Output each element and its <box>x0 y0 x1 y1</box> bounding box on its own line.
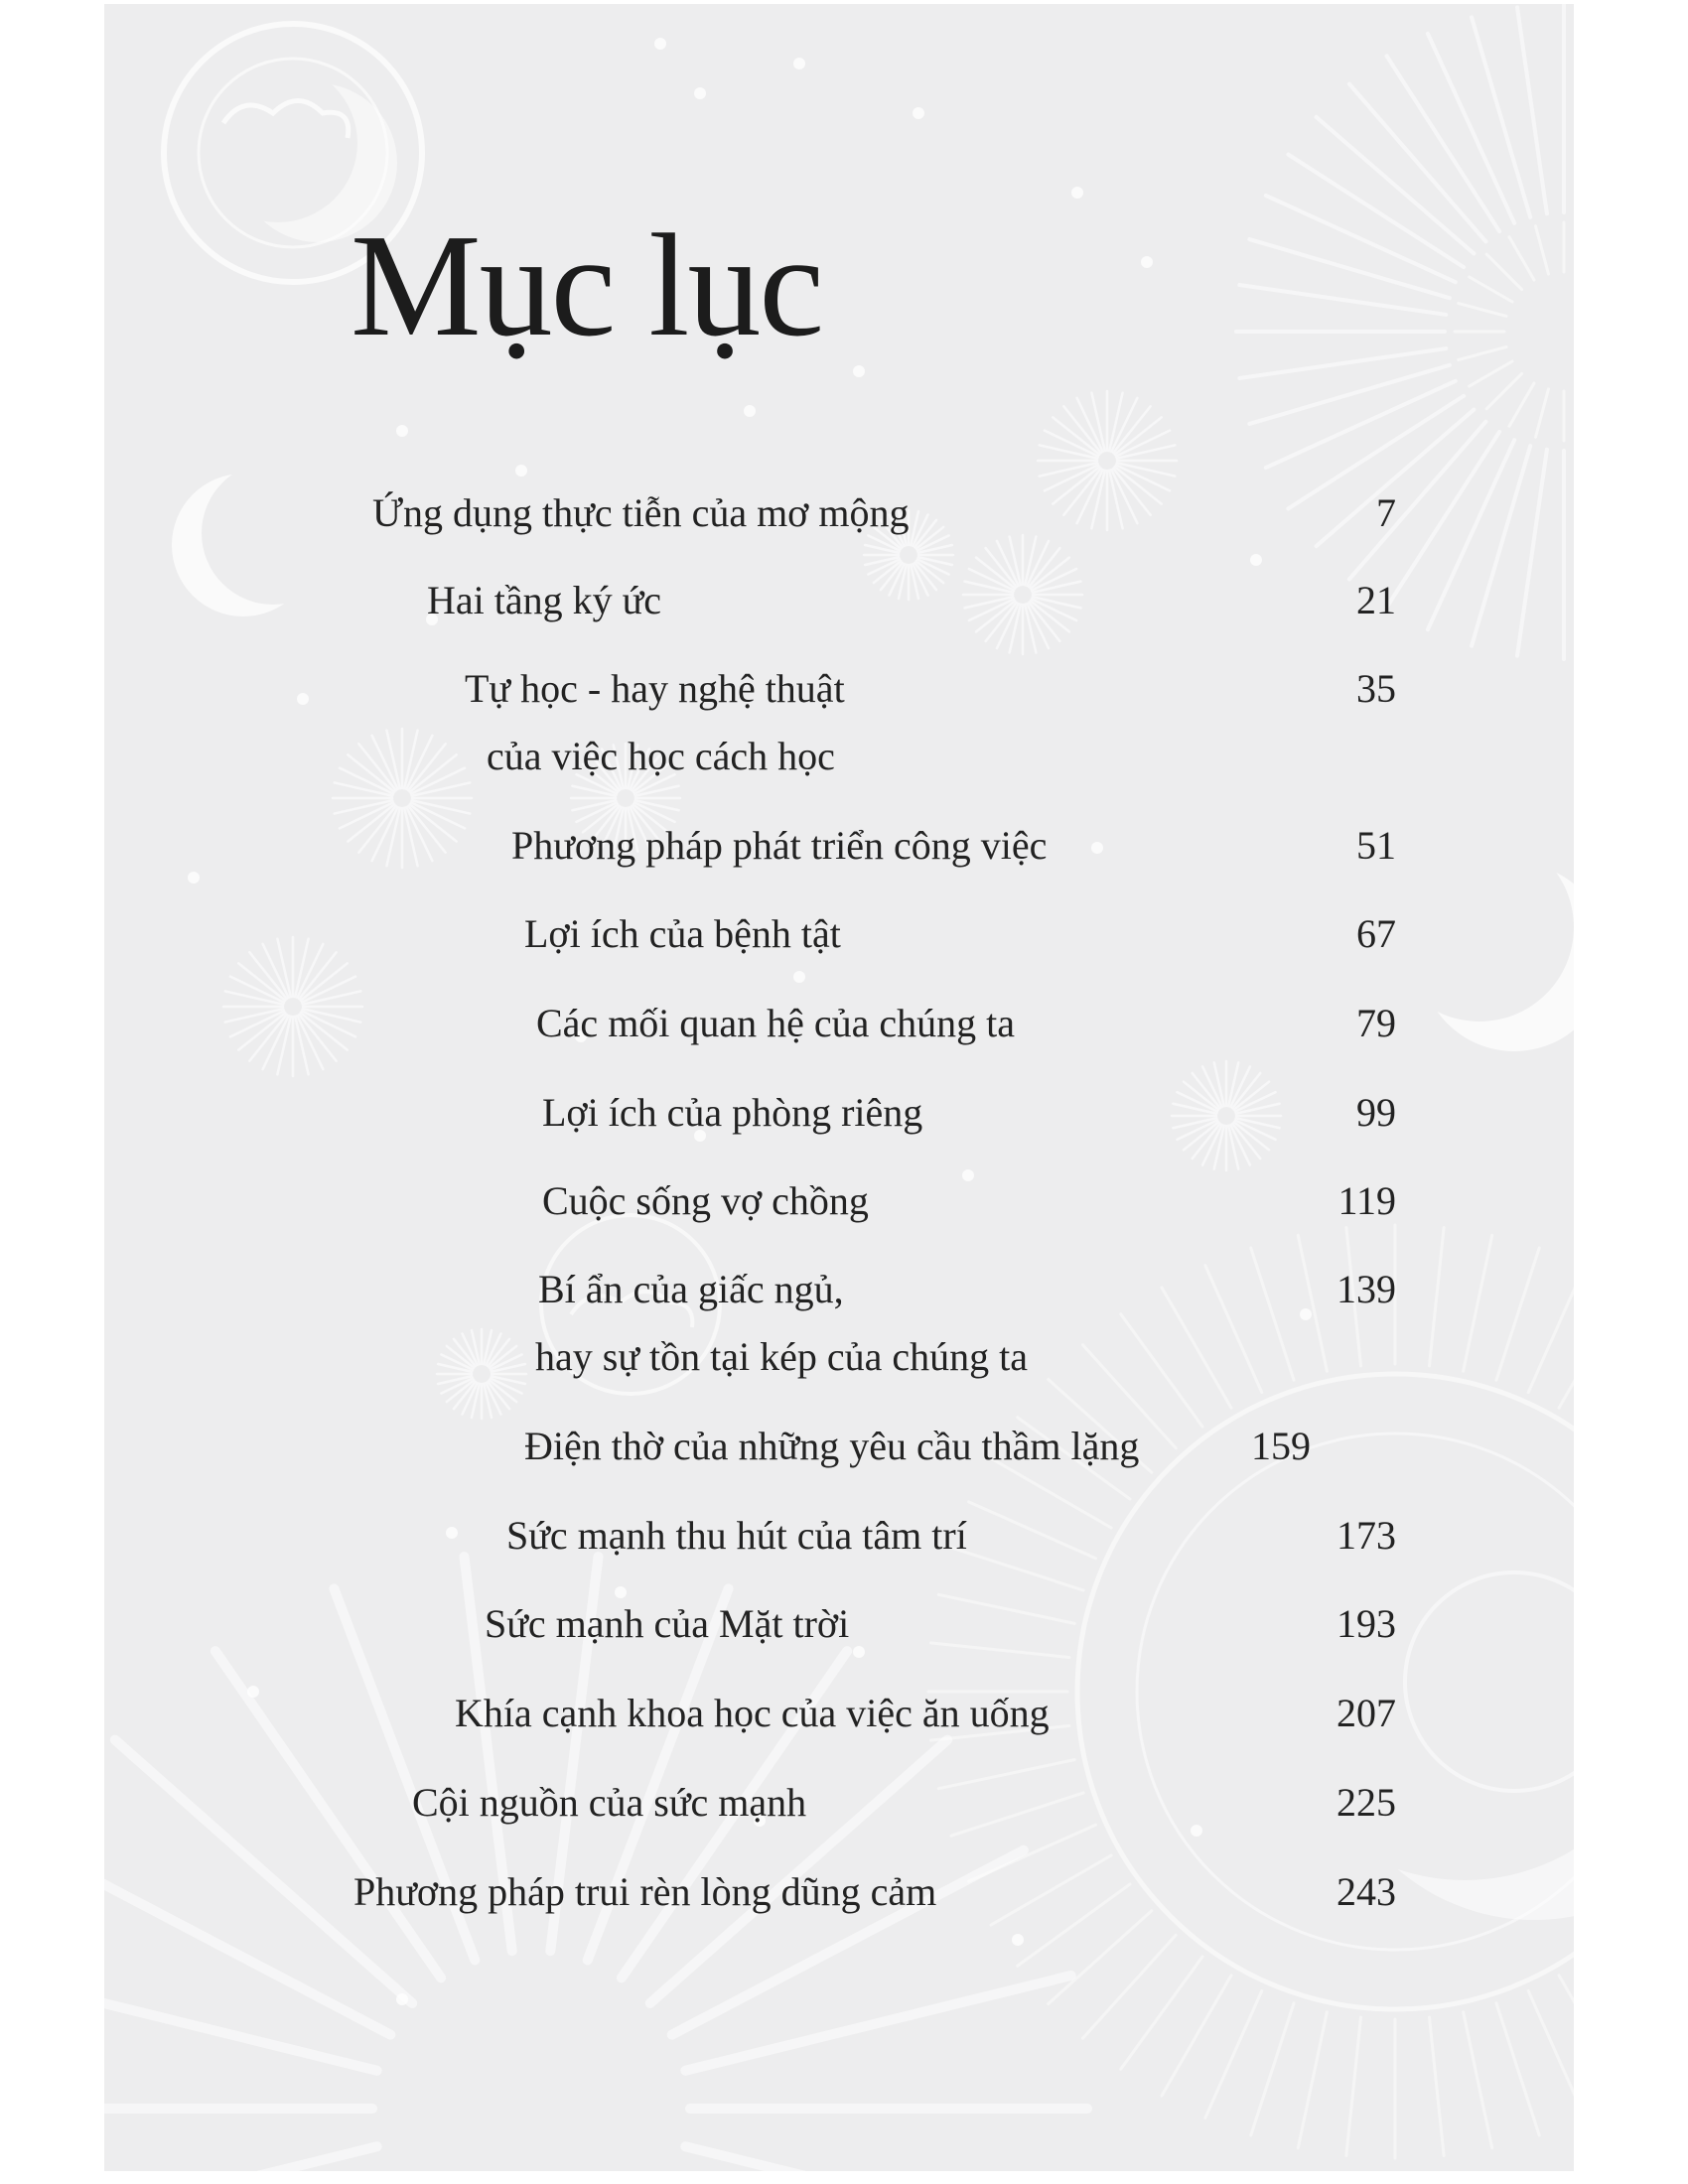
toc-entry <box>104 900 1574 1000</box>
toc-entry-title: Bí ẩn của giấc ngủ, <box>538 1267 844 1311</box>
toc-entry-title-continued: của việc học cách học <box>487 734 835 778</box>
toc-entry-title-continued: hay sự tồn tại kép của chúng ta <box>535 1334 1028 1379</box>
toc-entry-page-number: 21 <box>1356 578 1396 622</box>
toc-entry-title: Sức mạnh thu hút của tâm trí <box>506 1513 967 1558</box>
toc-entry-title: Sức mạnh của Mặt trời <box>485 1601 850 1646</box>
toc-entry <box>104 1680 1574 1779</box>
toc-entry <box>104 990 1574 1089</box>
toc-entry <box>104 655 1574 778</box>
toc-entry-title: Điện thờ của những yêu cầu thầm lặng <box>524 1424 1140 1468</box>
toc-entry-title: Phương pháp trui rèn lòng dũng cảm <box>353 1869 937 1914</box>
toc-entry-page-number: 193 <box>1336 1601 1396 1646</box>
toc-entry-page-number: 207 <box>1336 1691 1396 1735</box>
toc-entry-title: Tự học - hay nghệ thuật <box>465 666 845 711</box>
toc-entry <box>104 812 1574 911</box>
toc-entry-page-number: 79 <box>1356 1001 1396 1045</box>
toc-entry-title: Các mối quan hệ của chúng ta <box>536 1001 1016 1045</box>
toc-entry <box>104 1256 1574 1379</box>
toc-entry-page-number: 35 <box>1356 666 1396 711</box>
toc-entry-title: Cội nguồn của sức mạnh <box>412 1780 807 1825</box>
toc-entry-page-number: 7 <box>1376 490 1396 535</box>
toc-entry-page-number: 51 <box>1356 823 1396 868</box>
toc-entry-title: Hai tầng ký ức <box>427 578 662 622</box>
toc-entry-page-number: 173 <box>1336 1513 1396 1558</box>
toc-entry <box>104 1167 1574 1267</box>
toc-entry-title: Cuộc sống vợ chồng <box>542 1178 869 1223</box>
toc-entry <box>104 1413 1574 1512</box>
toc-entry <box>104 1858 1574 1958</box>
toc-entry <box>104 1502 1574 1601</box>
toc-entry-page-number: 99 <box>1356 1090 1396 1135</box>
toc-entry <box>104 1769 1574 1868</box>
toc-entry-title: Phương pháp phát triển công việc <box>511 823 1048 868</box>
toc-entry-title: Lợi ích của phòng riêng <box>542 1090 923 1135</box>
toc-entry-page-number: 139 <box>1336 1267 1396 1311</box>
toc-entry <box>104 1079 1574 1178</box>
toc-entry <box>104 567 1574 666</box>
toc-entry-title: Lợi ích của bệnh tật <box>524 911 841 956</box>
table-of-contents <box>104 4 1574 2171</box>
book-page <box>104 4 1574 2171</box>
toc-entry-page-number: 119 <box>1337 1178 1396 1223</box>
toc-entry <box>104 1590 1574 1690</box>
toc-entry-page-number: 67 <box>1356 911 1396 956</box>
toc-entry-page-number: 225 <box>1336 1780 1396 1825</box>
toc-entry-page-number: 243 <box>1336 1869 1396 1914</box>
toc-entry-title: Khía cạnh khoa học của việc ăn uống <box>455 1691 1050 1735</box>
toc-entry-page-number: 159 <box>1251 1424 1311 1468</box>
page-title: Mục lục <box>351 205 823 367</box>
toc-entry <box>104 479 1574 579</box>
toc-entry-title: Ứng dụng thực tiễn của mơ mộng <box>372 490 910 535</box>
